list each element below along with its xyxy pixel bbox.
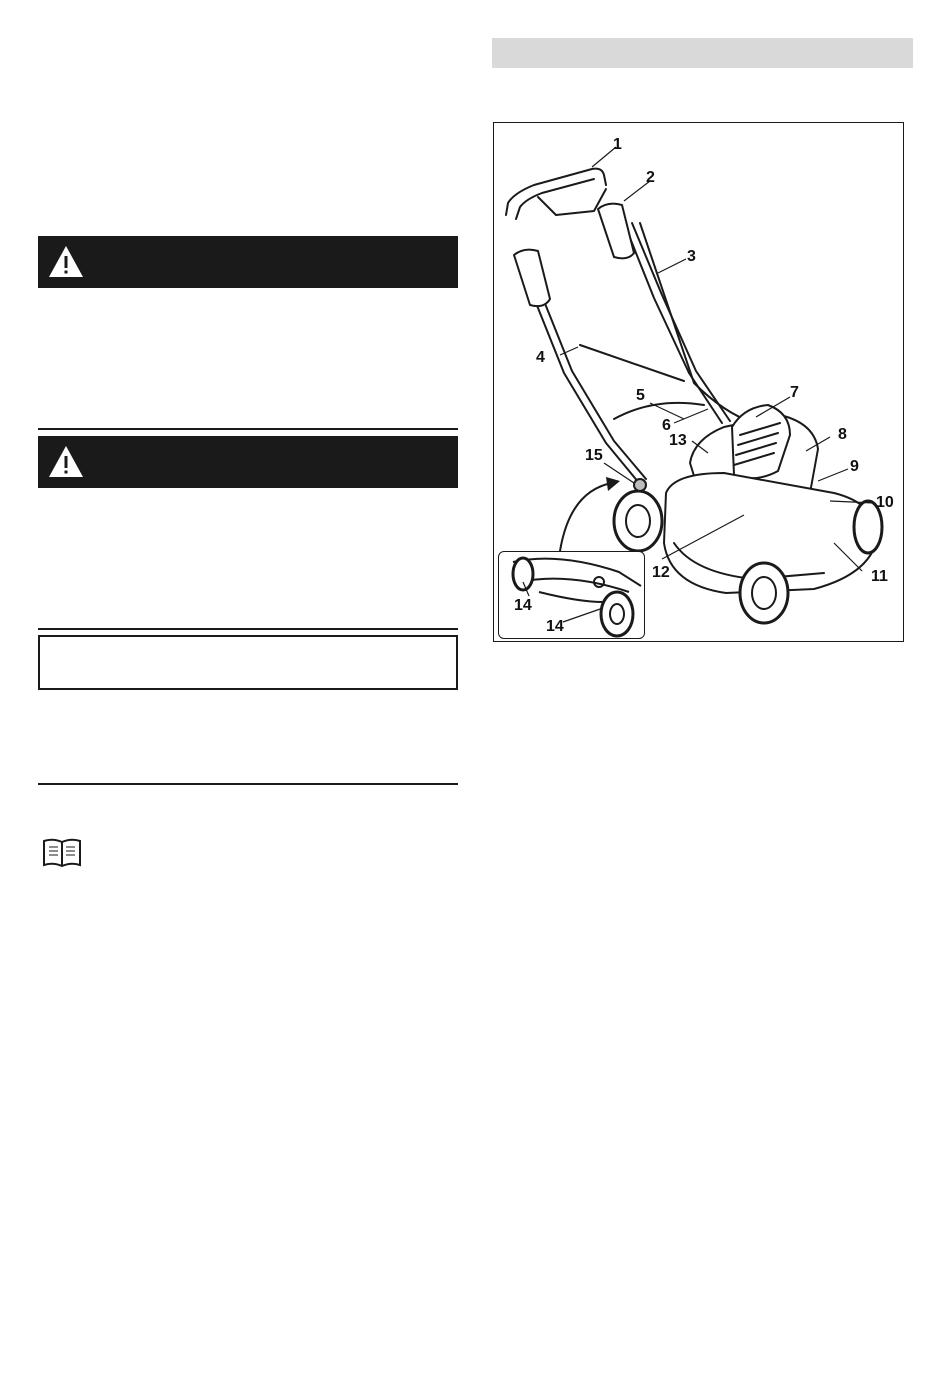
callout-8: 8 xyxy=(838,426,847,443)
callout-10: 10 xyxy=(876,494,894,511)
divider xyxy=(38,428,458,430)
callout-15: 15 xyxy=(585,447,603,464)
detail-inset xyxy=(498,551,645,639)
callout-14: 14 xyxy=(514,597,532,614)
callout-1: 1 xyxy=(613,136,622,153)
callout-12: 12 xyxy=(652,564,670,581)
warning-triangle-icon xyxy=(44,441,88,483)
callout-3: 3 xyxy=(687,248,696,265)
section-header-bar xyxy=(492,38,913,68)
callout-2: 2 xyxy=(646,169,655,186)
callout-13: 13 xyxy=(669,432,687,449)
divider xyxy=(38,628,458,630)
warning-bar xyxy=(38,436,458,488)
callout-14: 14 xyxy=(546,618,564,635)
callout-6: 6 xyxy=(662,417,671,434)
divider xyxy=(38,783,458,785)
callout-11: 11 xyxy=(871,568,888,585)
callout-5: 5 xyxy=(636,387,645,404)
book-icon xyxy=(41,837,83,869)
callout-4: 4 xyxy=(536,349,545,366)
warning-triangle-icon xyxy=(44,241,88,283)
callout-9: 9 xyxy=(850,458,859,475)
warning-bar xyxy=(38,236,458,288)
inset-drawing xyxy=(499,552,644,638)
note-box xyxy=(38,635,458,690)
lawnmower-figure xyxy=(493,122,904,642)
callout-7: 7 xyxy=(790,384,799,401)
